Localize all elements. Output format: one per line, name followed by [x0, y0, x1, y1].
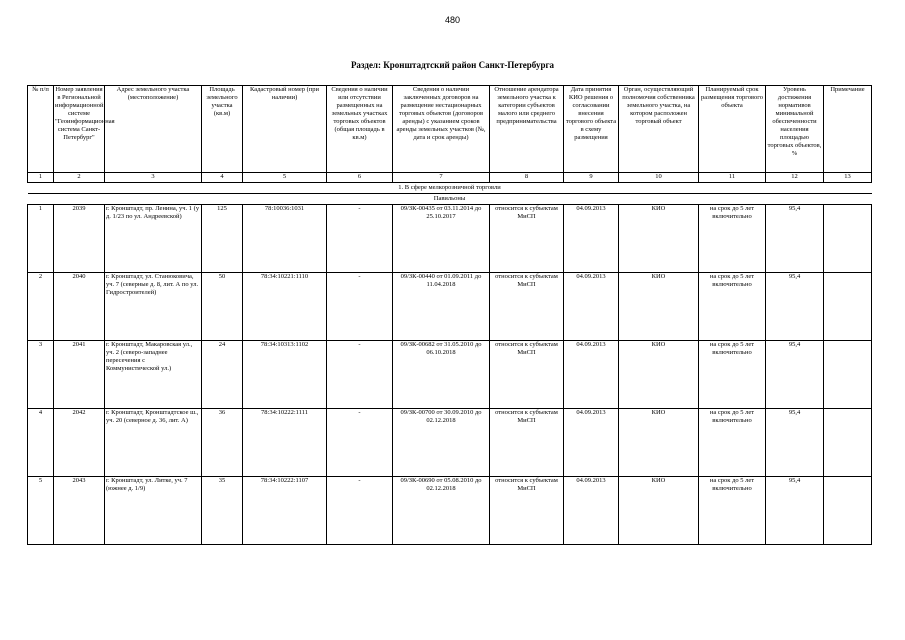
table-cell: КИО	[619, 477, 699, 545]
column-number: 5	[243, 173, 327, 183]
table-cell: относится к субъектам МиСП	[490, 341, 564, 409]
table-cell: 2039	[54, 205, 105, 273]
header-cell: Планируемый срок размещения торгового объекта	[699, 86, 766, 173]
column-number: 2	[54, 173, 105, 183]
column-number: 10	[619, 173, 699, 183]
table-cell: 04.09.2013	[564, 409, 619, 477]
header-cell: Номер заявления в Региональной информационной системе "Геоинформационная система Санкт-Петербург"	[54, 86, 105, 173]
table-cell: 95,4	[766, 409, 824, 477]
table-cell: 125	[202, 205, 243, 273]
column-number: 7	[393, 173, 490, 183]
table-cell: 95,4	[766, 273, 824, 341]
table-cell: 09/ЗК-00440 от 01.09.2011 до 11.04.2018	[393, 273, 490, 341]
table-row	[28, 205, 872, 273]
table-cell: 2041	[54, 341, 105, 409]
column-number: 3	[105, 173, 202, 183]
table-cell: 2043	[54, 477, 105, 545]
table-cell: 2	[28, 273, 54, 341]
table-cell	[824, 409, 872, 477]
table-cell: КИО	[619, 273, 699, 341]
header-cell: № п/п	[28, 86, 54, 173]
table-cell: -	[327, 409, 393, 477]
column-number: 4	[202, 173, 243, 183]
column-number: 8	[490, 173, 564, 183]
subgroup-row	[28, 194, 872, 205]
table-cell: 09/ЗК-00700 от 30.09.2010 до 02.12.2018	[393, 409, 490, 477]
table-cell: г. Кронштадт, Макаровская ул., уч. 2 (северо-западнее пересечения с Коммунистической ул.)	[105, 341, 202, 409]
table-cell: 24	[202, 341, 243, 409]
table-cell: 78:34:10222:1111	[243, 409, 327, 477]
header-cell: Примечание	[824, 86, 872, 173]
register-table	[27, 85, 872, 545]
table-cell: -	[327, 273, 393, 341]
table-cell	[824, 341, 872, 409]
table-cell: на срок до 5 лет включительно	[699, 273, 766, 341]
table-cell: 95,4	[766, 341, 824, 409]
table-row	[28, 477, 872, 545]
table-cell: КИО	[619, 205, 699, 273]
column-number: 11	[699, 173, 766, 183]
header-cell: Кадастровый номер (при наличии)	[243, 86, 327, 173]
header-cell: Сведения о наличии или отсутствии размещенных на земельных участках торговых объектов (общая площадь в кв.м)	[327, 86, 393, 173]
table-row	[28, 273, 872, 341]
table-cell: 04.09.2013	[564, 341, 619, 409]
table-cell: 36	[202, 409, 243, 477]
table-cell: 78:34:10222:1107	[243, 477, 327, 545]
table-cell: на срок до 5 лет включительно	[699, 477, 766, 545]
table-cell: КИО	[619, 341, 699, 409]
table-cell: г. Кронштадт, Кронштадтское ш., уч. 20 (северное д. 36, лит. А)	[105, 409, 202, 477]
section-title: Раздел: Кронштадтский район Санкт-Петербурга	[350, 60, 555, 70]
table-cell: 09/ЗК-00690 от 05.08.2010 до 02.12.2018	[393, 477, 490, 545]
table-row	[28, 341, 872, 409]
table-cell: 3	[28, 341, 54, 409]
table-cell: 50	[202, 273, 243, 341]
column-number: 13	[824, 173, 872, 183]
header-cell: Отношение арендатора земельного участка к категории субъектов малого или среднего предпринимательства	[490, 86, 564, 173]
table-cell: 1	[28, 205, 54, 273]
table-cell: 78:10036:1031	[243, 205, 327, 273]
table-cell: 2042	[54, 409, 105, 477]
table-row	[28, 409, 872, 477]
header-cell: Уровень достижения нормативов минимальной обеспеченности населения площадью торговых объектов, %	[766, 86, 824, 173]
page-number: 480	[444, 15, 461, 25]
table-cell: г. Кронштадт, ул. Станюковича, уч. 7 (северные д. 8, лит. А по ул. Гидростроителей)	[105, 273, 202, 341]
column-number-row	[28, 173, 872, 183]
table-cell: на срок до 5 лет включительно	[699, 205, 766, 273]
column-number: 6	[327, 173, 393, 183]
table-cell: КИО	[619, 409, 699, 477]
group-row	[28, 183, 872, 194]
column-number: 1	[28, 173, 54, 183]
table-cell: -	[327, 477, 393, 545]
table-cell	[824, 477, 872, 545]
header-cell: Сведения о наличии заключенных договоров на размещение нестационарных торговых объектов (договоров аренды) с указанием сроков аренды земельных участков (№, дата и срок аренды)	[393, 86, 490, 173]
table-cell: 95,4	[766, 205, 824, 273]
group-title: 1. В сфере мелкорозничной торговли	[28, 183, 872, 194]
table-cell: относится к субъектам МиСП	[490, 409, 564, 477]
table-cell: 04.09.2013	[564, 273, 619, 341]
table-cell: 2040	[54, 273, 105, 341]
table-cell: 78:34:10313:1102	[243, 341, 327, 409]
column-number: 9	[564, 173, 619, 183]
table-cell: на срок до 5 лет включительно	[699, 341, 766, 409]
column-number: 12	[766, 173, 824, 183]
header-cell: Адрес земельного участка (местоположение)	[105, 86, 202, 173]
header-cell: Орган, осуществляющий полномочия собственника земельного участка, на котором расположен торговый объект	[619, 86, 699, 173]
table-cell: г. Кронштадт, пр. Ленина, уч. 1 (у д. 1/23 по ул. Андреевской)	[105, 205, 202, 273]
table-cell: 09/ЗК-00435 от 03.11.2014 до 25.10.2017	[393, 205, 490, 273]
table-cell: 4	[28, 409, 54, 477]
table-cell: относится к субъектам МиСП	[490, 273, 564, 341]
table-cell: 5	[28, 477, 54, 545]
table-cell	[824, 205, 872, 273]
subgroup-title: Павильоны	[28, 194, 872, 205]
table-cell: 04.09.2013	[564, 477, 619, 545]
header-cell: Площадь земельного участка (кв.м)	[202, 86, 243, 173]
table-cell	[824, 273, 872, 341]
table-cell: 09/ЗК-00682 от 31.05.2010 до 06.10.2018	[393, 341, 490, 409]
table-cell: относится к субъектам МиСП	[490, 205, 564, 273]
header-cell: Дата принятия КИО решения о согласовании внесения торгового объекта в схему размещения	[564, 86, 619, 173]
header-row	[28, 86, 872, 173]
table-cell: 04.09.2013	[564, 205, 619, 273]
table-cell: относится к субъектам МиСП	[490, 477, 564, 545]
table-cell: 95,4	[766, 477, 824, 545]
table-cell: г. Кронштадт, ул. Литке, уч. 7 (южнее д. 1/9)	[105, 477, 202, 545]
table-cell: на срок до 5 лет включительно	[699, 409, 766, 477]
table-cell: 78:34:10221:1110	[243, 273, 327, 341]
table-cell: -	[327, 341, 393, 409]
table-cell: -	[327, 205, 393, 273]
table-cell: 35	[202, 477, 243, 545]
